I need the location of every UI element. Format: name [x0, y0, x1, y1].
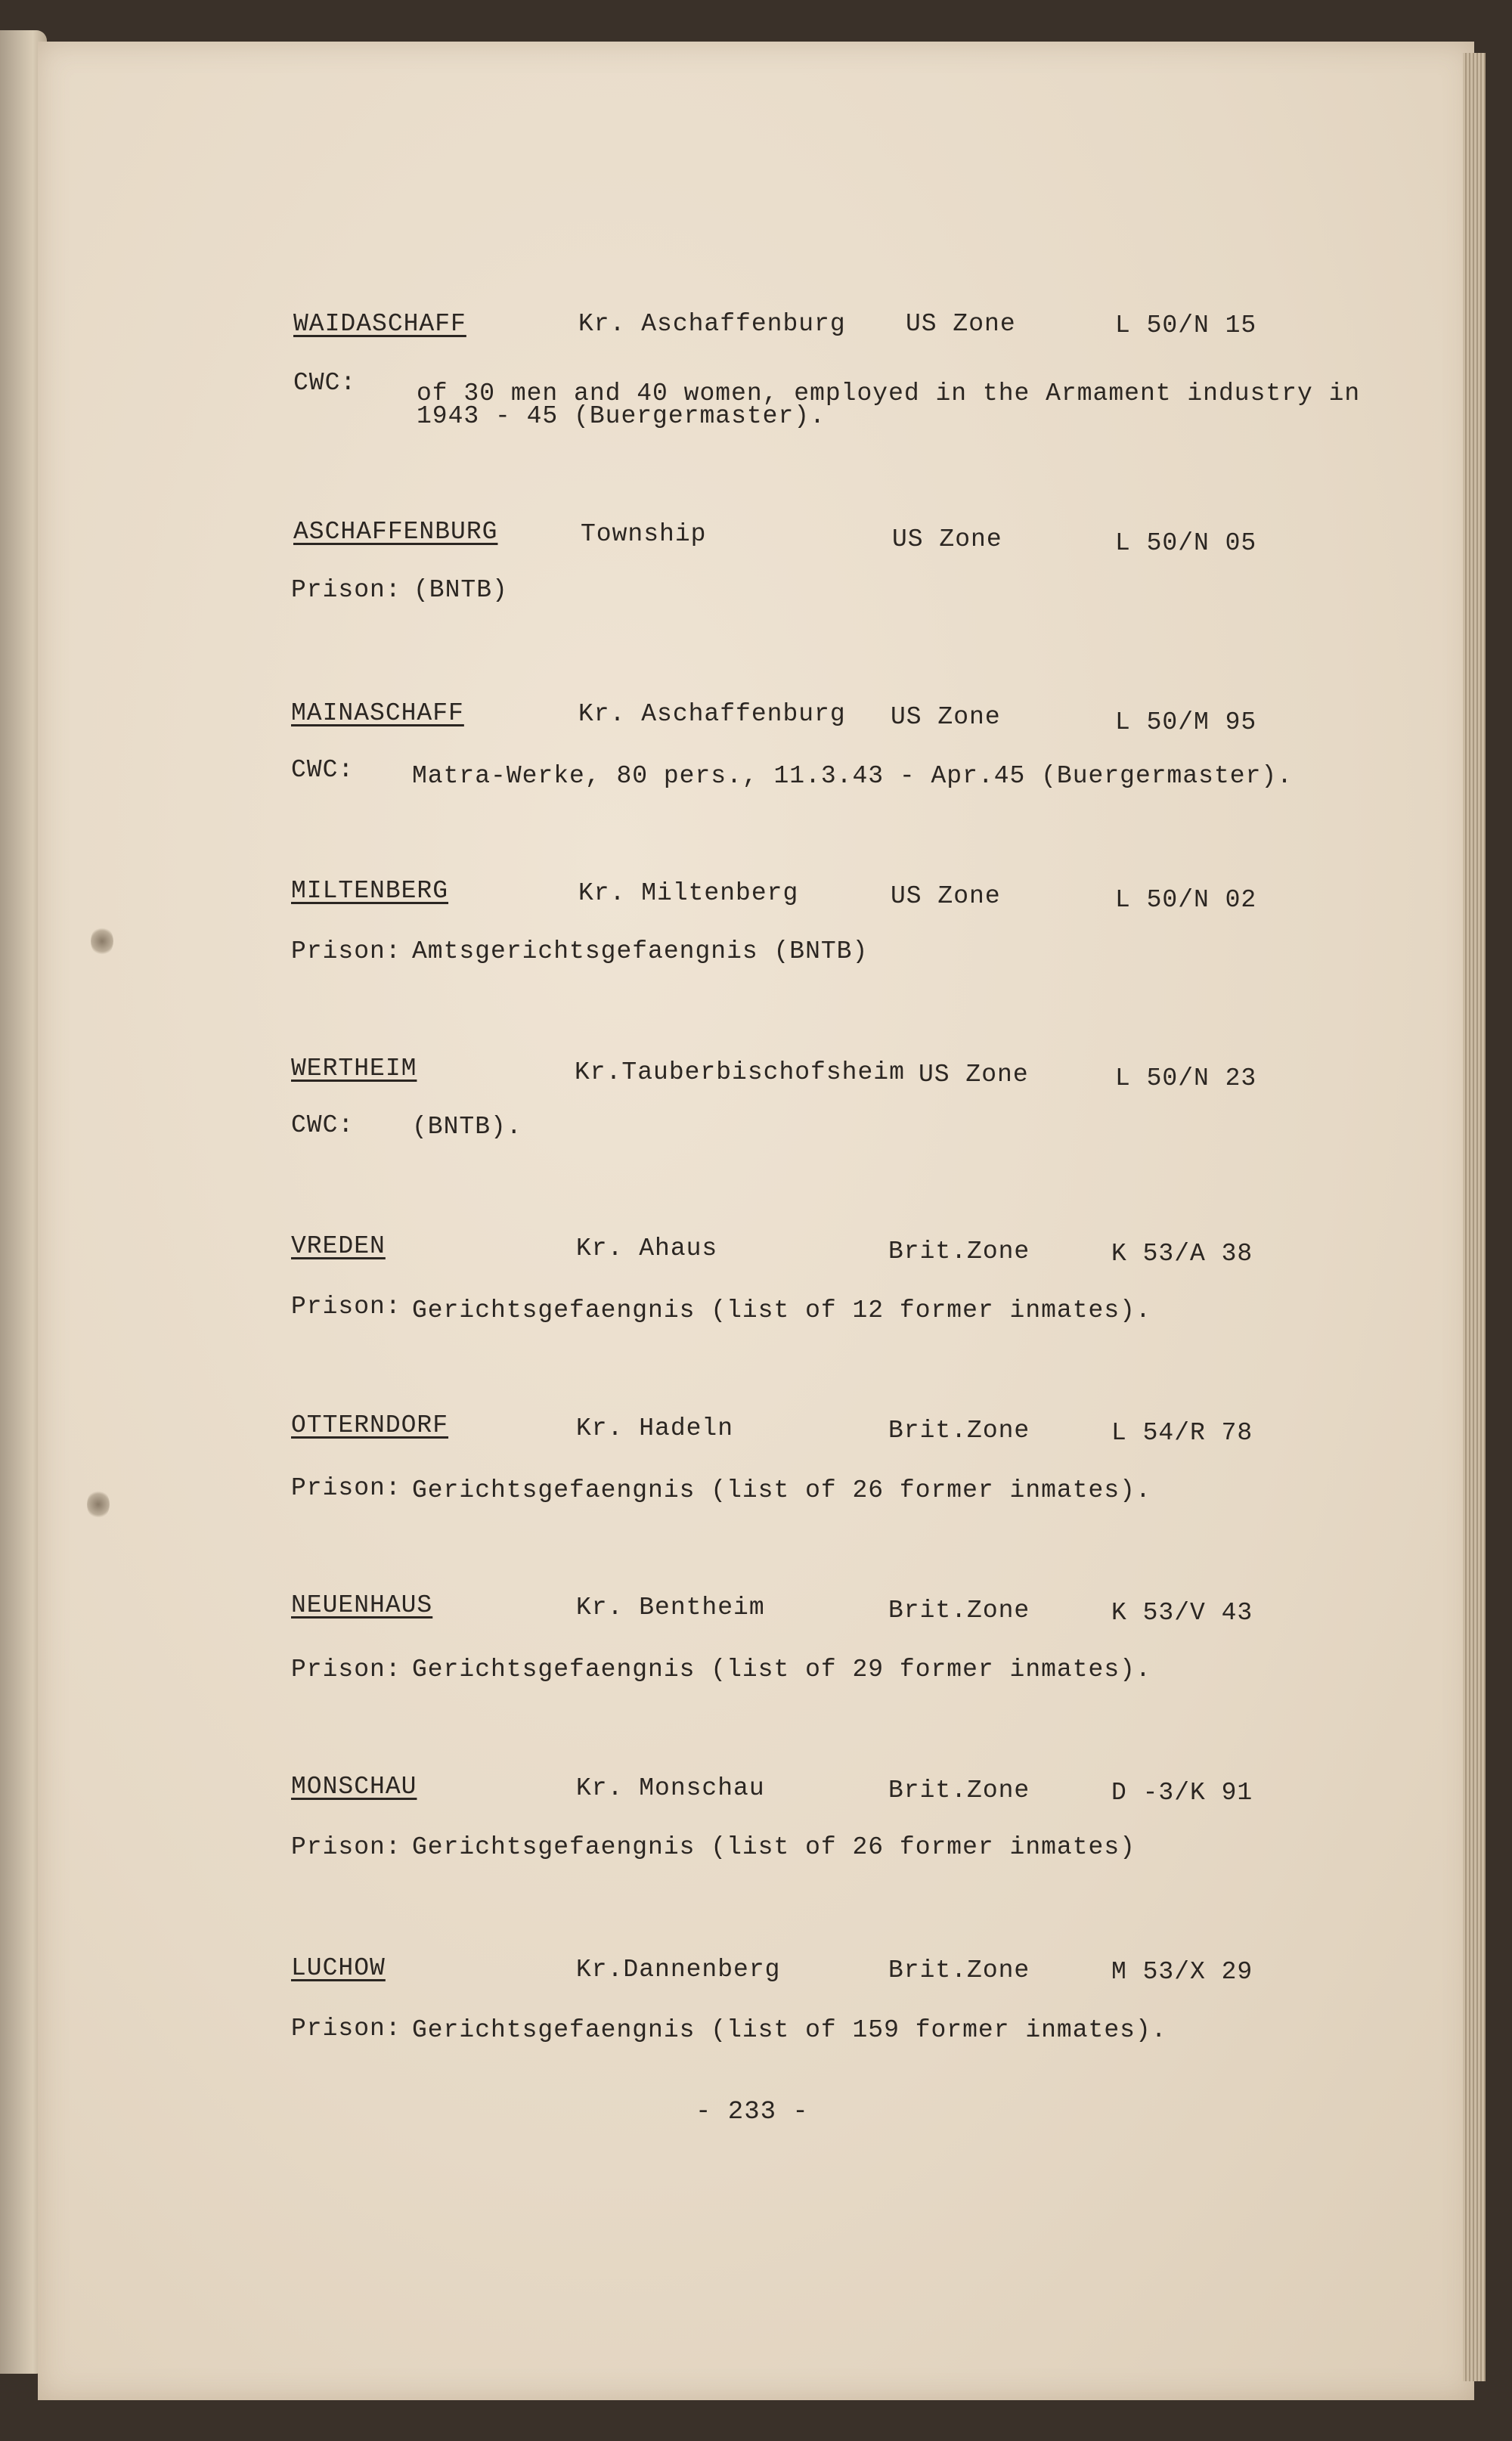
- entry-description: (BNTB).: [412, 1113, 522, 1141]
- grid-reference: K 53/V 43: [1111, 1599, 1253, 1627]
- entry-description: Gerichtsgefaengnis (list of 12 former inmates).: [412, 1296, 1151, 1324]
- binding-hole: [87, 1489, 110, 1519]
- zone: Brit.Zone: [888, 1238, 1030, 1265]
- place-name: NEUENHAUS: [291, 1591, 433, 1619]
- entry-type: Prison:: [291, 1293, 401, 1321]
- district: Kr. Aschaffenburg: [578, 310, 846, 338]
- entry-description: Gerichtsgefaengnis (list of 26 former inmates): [412, 1833, 1136, 1861]
- grid-reference: L 50/N 15: [1115, 311, 1257, 339]
- entry-type: CWC:: [291, 756, 355, 784]
- entry-description: of 30 men and 40 women, employed in the Armament industry in: [417, 379, 1361, 407]
- place-name: MONSCHAU: [291, 1773, 417, 1801]
- entry-description: Gerichtsgefaengnis (list of 26 former inmates).: [412, 1476, 1151, 1504]
- grid-reference: M 53/X 29: [1111, 1958, 1253, 1986]
- page-number: - 233 -: [696, 2098, 809, 2127]
- grid-reference: L 50/N 23: [1115, 1064, 1257, 1092]
- entry-type: CWC:: [293, 369, 357, 397]
- zone: US Zone: [891, 703, 1001, 731]
- district: Township: [581, 520, 707, 548]
- place-name: MILTENBERG: [291, 877, 449, 905]
- district: Kr. Miltenberg: [578, 879, 799, 907]
- district: Kr. Ahaus: [576, 1234, 718, 1262]
- entry-type: Prison:: [291, 2015, 401, 2043]
- district: Kr. Monschau: [576, 1774, 765, 1802]
- place-name: OTTERNDORF: [291, 1411, 449, 1439]
- place-name: ASCHAFFENBURG: [293, 518, 498, 546]
- entry-type: Prison:: [291, 576, 401, 604]
- grid-reference: L 50/N 02: [1115, 886, 1257, 914]
- zone: US Zone: [891, 882, 1001, 910]
- zone: US Zone: [919, 1061, 1029, 1089]
- entry-type: CWC:: [291, 1111, 355, 1139]
- entry-description: (BNTB): [414, 576, 508, 604]
- entry-description: 1943 - 45 (Buergermaster).: [417, 402, 826, 430]
- binding-hole: [91, 926, 113, 956]
- place-name: VREDEN: [291, 1232, 386, 1260]
- place-name: WERTHEIM: [291, 1055, 417, 1083]
- entry-type: Prison:: [291, 1656, 401, 1684]
- grid-reference: L 54/R 78: [1111, 1419, 1253, 1447]
- place-name: LUCHOW: [291, 1954, 386, 1982]
- place-name: WAIDASCHAFF: [293, 310, 466, 338]
- grid-reference: D -3/K 91: [1111, 1779, 1253, 1807]
- grid-reference: L 50/M 95: [1115, 708, 1257, 736]
- entry-type: Prison:: [291, 937, 401, 965]
- zone: US Zone: [892, 525, 1002, 553]
- grid-reference: K 53/A 38: [1111, 1240, 1253, 1268]
- entry-type: Prison:: [291, 1474, 401, 1502]
- entry-type: Prison:: [291, 1833, 401, 1861]
- zone: Brit.Zone: [888, 1417, 1030, 1445]
- entry-description: Gerichtsgefaengnis (list of 29 former inmates).: [412, 1656, 1151, 1684]
- zone: Brit.Zone: [888, 1956, 1030, 1984]
- district: Kr.Tauberbischofsheim: [575, 1058, 905, 1086]
- district: Kr. Bentheim: [576, 1594, 765, 1622]
- zone: Brit.Zone: [888, 1597, 1030, 1625]
- district: Kr. Hadeln: [576, 1414, 734, 1442]
- grid-reference: L 50/N 05: [1115, 529, 1257, 557]
- page-stack-edge: [1463, 53, 1486, 2381]
- place-name: MAINASCHAFF: [291, 699, 464, 727]
- zone: US Zone: [906, 310, 1016, 338]
- district: Kr.Dannenberg: [576, 1956, 781, 1984]
- zone: Brit.Zone: [888, 1777, 1030, 1804]
- entry-description: Gerichtsgefaengnis (list of 159 former inmates).: [412, 2016, 1167, 2044]
- entry-description: Matra-Werke, 80 pers., 11.3.43 - Apr.45 (Buergermaster).: [412, 762, 1293, 790]
- entry-description: Amtsgerichtsgefaengnis (BNTB): [412, 937, 869, 965]
- district: Kr. Aschaffenburg: [578, 700, 846, 728]
